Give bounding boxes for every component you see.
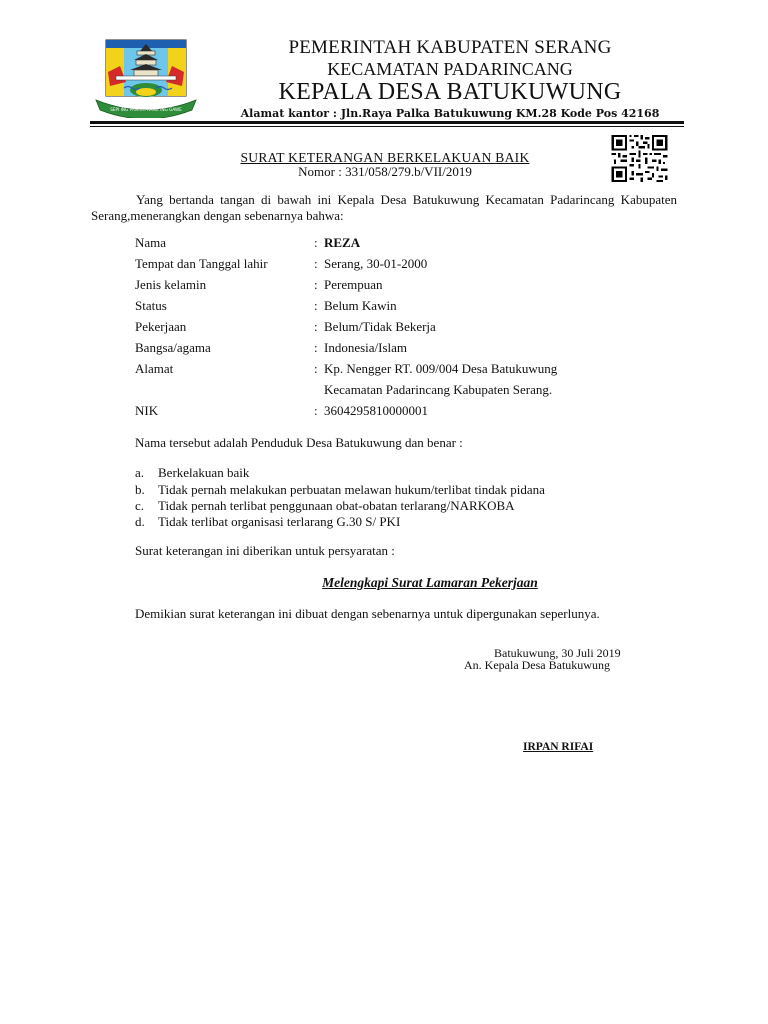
field-label-nik: NIK: [135, 403, 159, 418]
letter-number: Nomor : 331/058/279.b/VII/2019: [298, 164, 472, 179]
field-colon: :: [314, 340, 318, 355]
field-value-birth: Serang, 30-01-2000: [324, 256, 428, 271]
field-colon: :: [314, 319, 318, 334]
field-value-status: Belum Kawin: [324, 298, 397, 313]
regency-emblem-logo: [92, 38, 200, 118]
intro-paragraph: Yang bertanda tangan di bawah ini Kepala Desa Batukuwung Kecamatan Padarincang Kabupaten Serang,menerangkan dengan sebenarnya bahwa:: [91, 192, 677, 223]
list-item: Berkelakuan baik: [158, 465, 250, 480]
list-marker: c.: [135, 498, 145, 513]
field-value-nationality-religion: Indonesia/Islam: [324, 340, 408, 355]
field-colon: :: [314, 361, 318, 376]
field-colon: :: [314, 403, 318, 418]
header-divider-thick: [90, 121, 684, 124]
field-label-occupation: Pekerjaan: [135, 319, 187, 334]
list-marker: b.: [135, 482, 145, 497]
closing-paragraph: Demikian surat keterangan ini dibuat dengan sebenarnya untuk dipergunakan seperlunya.: [135, 606, 600, 621]
field-colon: :: [314, 235, 318, 250]
field-label-nationality-religion: Bangsa/agama: [135, 340, 211, 355]
header-district: KECAMATAN PADARINCANG: [327, 59, 573, 79]
field-label-address: Alamat: [135, 361, 174, 376]
list-item: Tidak pernah melakukan perbuatan melawan hukum/terlibat tindak pidana: [158, 482, 545, 497]
field-value-gender: Perempuan: [324, 277, 383, 292]
list-marker: a.: [135, 465, 145, 480]
purpose-statement: Melengkapi Surat Lamaran Pekerjaan: [322, 575, 538, 590]
statement-text: Nama tersebut adalah Penduduk Desa Batukuwung dan benar :: [135, 435, 463, 450]
field-label-name: Nama: [135, 235, 167, 250]
field-label-status: Status: [135, 298, 167, 313]
letter-title: SURAT KETERANGAN BERKELAKUAN BAIK: [240, 150, 530, 165]
purpose-intro: Surat keterangan ini diberikan untuk persyaratan :: [135, 543, 395, 558]
field-colon: :: [314, 298, 318, 313]
list-item: Tidak pernah terlibat penggunaan obat-obatan terlarang/NARKOBA: [158, 498, 515, 513]
logo-motto: SEPI ING PAMRIH RAME ING GAWE: [110, 107, 182, 112]
field-value-nik: 3604295810000001: [324, 403, 428, 418]
list-marker: d.: [135, 514, 145, 529]
office-address: Alamat kantor : Jln.Raya Palka Batukuwung KM.28 Kode Pos 42168: [240, 107, 660, 120]
field-value-address: Kp. Nengger RT. 009/004 Desa Batukuwung: [324, 361, 558, 376]
place-date: Batukuwung, 30 Juli 2019: [494, 646, 621, 660]
list-item: Tidak terlibat organisasi terlarang G.30 S/ PKI: [158, 514, 401, 529]
signer-name: IRPAN RIFAI: [523, 741, 594, 753]
field-label-gender: Jenis kelamin: [135, 277, 207, 292]
field-colon: :: [314, 277, 318, 292]
header-divider-thin: [90, 126, 684, 127]
field-label-birth: Tempat dan Tanggal lahir: [135, 256, 268, 271]
field-value-occupation: Belum/Tidak Bekerja: [324, 319, 436, 334]
header-village-head: KEPALA DESA BATUKUWUNG: [278, 79, 622, 105]
header-government: PEMERINTAH KABUPATEN SERANG: [288, 37, 612, 58]
field-value-address-line2: Kecamatan Padarincang Kabupaten Serang.: [324, 382, 553, 397]
on-behalf-of: An. Kepala Desa Batukuwung: [464, 658, 610, 672]
field-colon: :: [314, 256, 318, 271]
field-value-name: REZA: [324, 235, 361, 250]
